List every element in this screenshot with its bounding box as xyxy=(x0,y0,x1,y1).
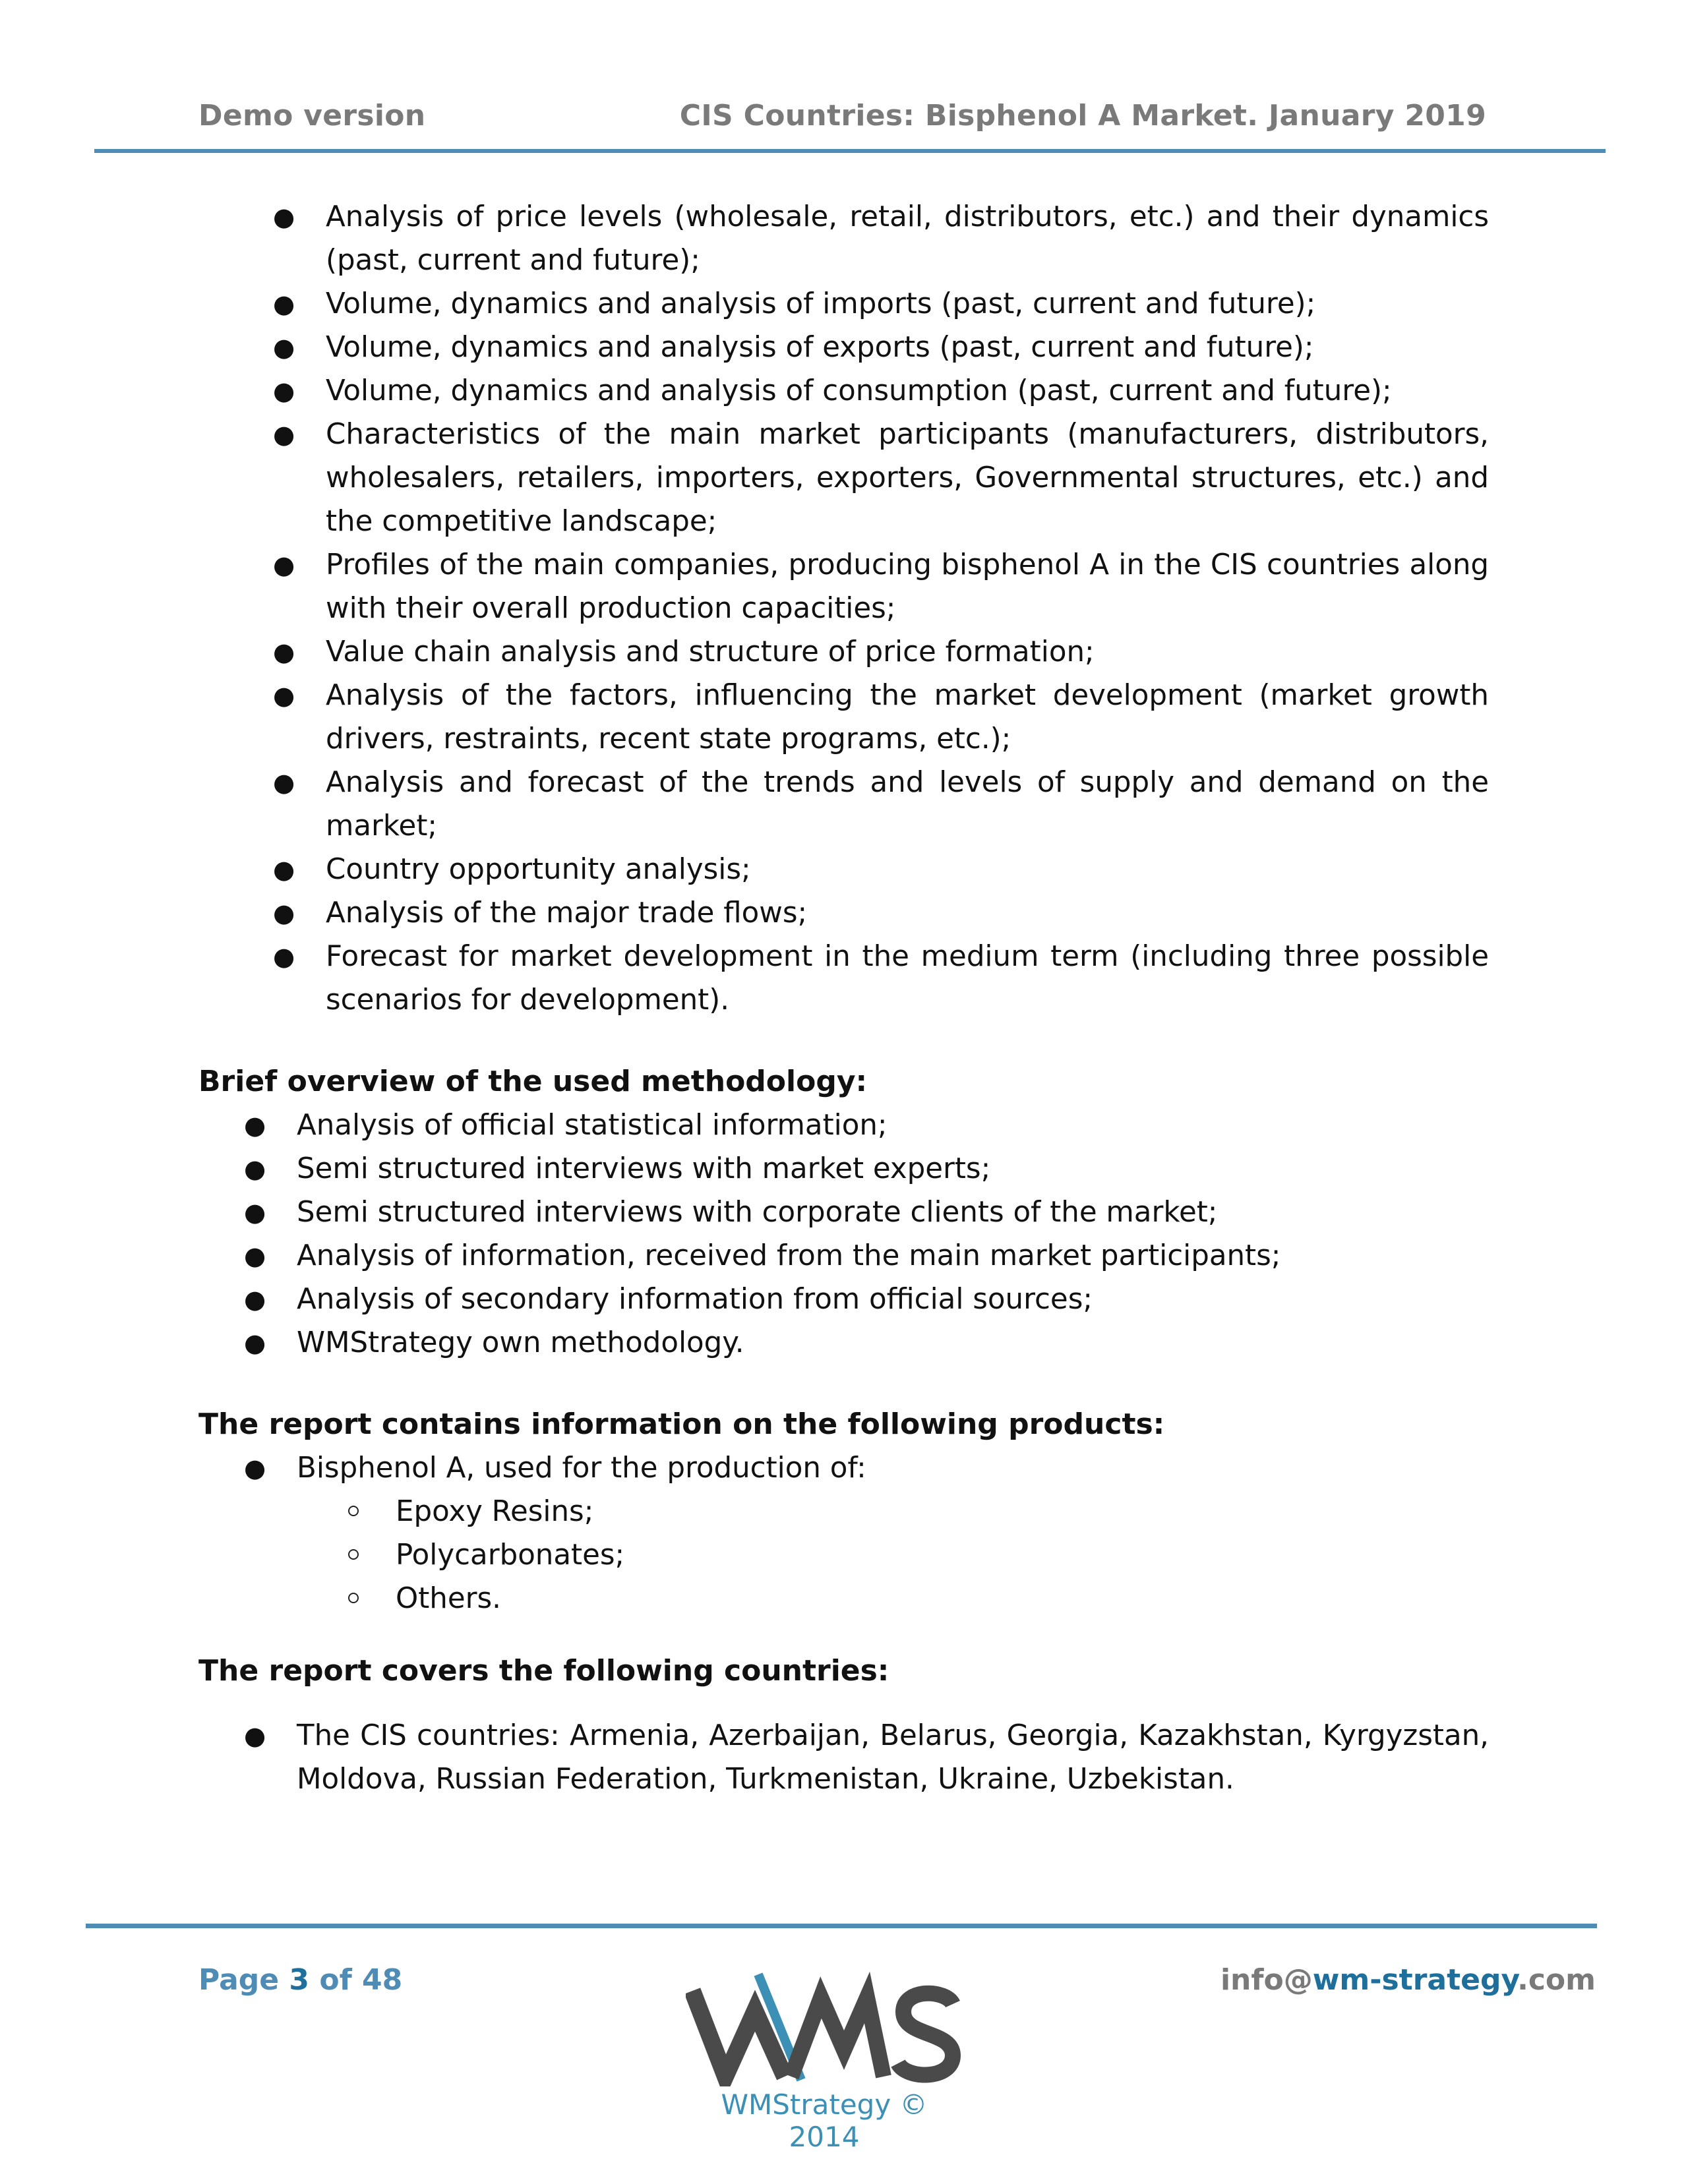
list-item xyxy=(273,282,1489,326)
bullet-icon: ● xyxy=(273,550,295,579)
list-item-text: Characteristics of the main market participants (manufacturers, distributors, wholesalers, retailers, importers, exporters, Governmental structures, etc.) and the competitive landscape; xyxy=(326,418,1489,538)
list-item-text: Value chain analysis and structure of price formation; xyxy=(326,635,1095,668)
list-item xyxy=(396,1490,1451,1533)
footer-divider xyxy=(86,1924,1597,1928)
products-sublist xyxy=(0,1490,1688,1620)
page-body xyxy=(0,195,1688,1801)
header-doc-status: Demo version xyxy=(198,99,426,133)
bullet-icon: ● xyxy=(244,1111,266,1140)
bullet-icon: ● xyxy=(244,1454,266,1483)
list-item xyxy=(244,1714,1489,1801)
list-item-text: Analysis of information, received from the main market participants; xyxy=(297,1239,1281,1272)
list-item xyxy=(273,369,1489,413)
bullet-icon: ● xyxy=(273,899,295,928)
list-item xyxy=(273,935,1489,1022)
page-number: Page 3 of 48 xyxy=(198,1963,403,1997)
list-item xyxy=(396,1577,1451,1620)
list-item xyxy=(273,195,1489,282)
list-item-text: Semi structured interviews with corporate clients of the market; xyxy=(297,1196,1218,1229)
list-item-text: Volume, dynamics and analysis of imports (past, current and future); xyxy=(326,287,1316,320)
countries-list xyxy=(0,1714,1688,1801)
wms-logo xyxy=(686,1971,963,2086)
list-item xyxy=(244,1278,1489,1321)
list-item-text: Epoxy Resins; xyxy=(396,1495,594,1528)
list-item-text: Volume, dynamics and analysis of consumption (past, current and future); xyxy=(326,374,1392,407)
list-item-text: Others. xyxy=(396,1582,502,1615)
list-item xyxy=(273,891,1489,935)
bullet-icon: ● xyxy=(244,1721,266,1750)
list-item xyxy=(244,1446,1489,1490)
countries-heading: The report covers the following countries: xyxy=(198,1654,889,1688)
list-item xyxy=(273,848,1489,891)
methodology-list xyxy=(0,1104,1688,1365)
list-item-text: Analysis of the factors, influencing the market development (market growth drivers, restraints, recent state programs, etc.); xyxy=(326,679,1489,755)
bullet-icon: ● xyxy=(273,289,295,318)
list-item xyxy=(273,413,1489,543)
list-item xyxy=(244,1147,1489,1191)
list-item-text: WMStrategy own methodology. xyxy=(297,1326,744,1359)
list-item-text: Semi structured interviews with market experts; xyxy=(297,1152,991,1185)
products-list xyxy=(0,1446,1688,1490)
bullet-icon: ● xyxy=(273,637,295,666)
hollow-bullet-icon xyxy=(348,1549,359,1560)
list-item-text: Analysis and forecast of the trends and levels of supply and demand on the market; xyxy=(326,766,1489,842)
bullet-icon: ● xyxy=(273,202,295,231)
bullet-icon: ● xyxy=(244,1198,266,1227)
list-item-text: Volume, dynamics and analysis of exports (past, current and future); xyxy=(326,331,1314,364)
list-item-text: Profiles of the main companies, producing bisphenol A in the CIS countries along with their overall production capacities; xyxy=(326,548,1489,625)
contact-email[interactable]: info@wm-strategy.com xyxy=(1220,1963,1596,1997)
bullet-icon: ● xyxy=(273,942,295,971)
bullet-icon: ● xyxy=(273,855,295,884)
methodology-heading: Brief overview of the used methodology: xyxy=(198,1065,868,1098)
bullet-icon: ● xyxy=(244,1285,266,1314)
list-item xyxy=(273,543,1489,630)
list-item xyxy=(396,1533,1451,1577)
bullet-icon: ● xyxy=(244,1328,266,1357)
list-item-text: Country opportunity analysis; xyxy=(326,853,751,886)
hollow-bullet-icon xyxy=(348,1593,359,1603)
list-item xyxy=(244,1321,1489,1365)
list-item-text: Analysis of price levels (wholesale, retail, distributors, etc.) and their dynamics (past, current and future); xyxy=(326,200,1489,277)
list-item xyxy=(273,674,1489,761)
list-item xyxy=(273,761,1489,848)
header-divider xyxy=(94,149,1606,153)
bullet-icon: ● xyxy=(273,681,295,710)
scope-list xyxy=(0,195,1688,1022)
bullet-icon: ● xyxy=(244,1154,266,1183)
list-item xyxy=(244,1104,1489,1147)
bullet-icon: ● xyxy=(244,1241,266,1270)
list-item-text: Analysis of the major trade flows; xyxy=(326,897,808,930)
bullet-icon: ● xyxy=(273,376,295,405)
header-report-title: CIS Countries: Bisphenol A Market. January 2019 xyxy=(679,99,1486,133)
countries-item: The CIS countries: Armenia, Azerbaijan, Belarus, Georgia, Kazakhstan, Kyrgyzstan, Moldova, Russian Federation, Turkmenistan, Ukraine, Uzbekistan. xyxy=(297,1719,1489,1796)
list-item xyxy=(244,1191,1489,1234)
list-item xyxy=(244,1234,1489,1278)
logo-caption: WMStrategy © 2014 xyxy=(721,2088,928,2153)
list-item-text: Forecast for market development in the medium term (including three possible scenarios for development). xyxy=(326,940,1489,1017)
product-item: Bisphenol A, used for the production of: xyxy=(297,1452,866,1485)
list-item-text: Analysis of official statistical information; xyxy=(297,1109,888,1142)
products-heading: The report contains information on the following products: xyxy=(198,1407,1165,1441)
list-item xyxy=(273,326,1489,369)
bullet-icon: ● xyxy=(273,333,295,362)
bullet-icon: ● xyxy=(273,768,295,797)
list-item-text: Analysis of secondary information from official sources; xyxy=(297,1283,1093,1316)
list-item xyxy=(273,630,1489,674)
list-item-text: Polycarbonates; xyxy=(396,1539,625,1572)
bullet-icon: ● xyxy=(273,420,295,449)
hollow-bullet-icon xyxy=(348,1506,359,1516)
